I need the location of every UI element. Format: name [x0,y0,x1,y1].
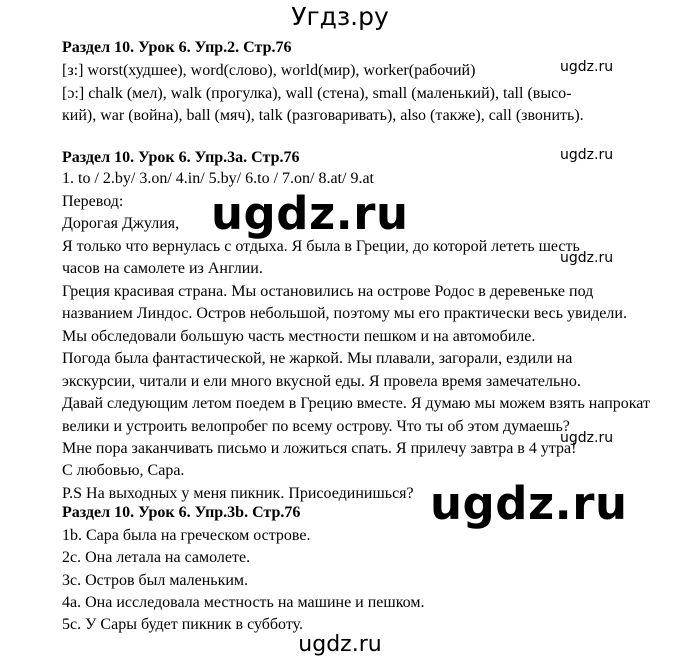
answer-line: 2c. Она летала на самолете. [62,549,251,566]
answer-line: 1b. Сара была на греческом острове. [62,527,311,544]
section-heading: Раздел 10. Урок 6. Упр.2. Стр.76 [62,39,292,56]
letter-greeting: Дорогая Джулия, [62,215,180,232]
letter-line: Погода была фантастической, не жаркой. Мы плавали, загорали, ездили на [62,350,573,367]
watermark-big: ugdz.ru [211,187,409,240]
letter-line: Мы обследовали большую часть местности пешком и на автомобиле. [62,328,536,345]
section-heading: Раздел 10. Урок 6. Упр.3b. Стр.76 [62,504,301,521]
answer-line: 3c. Остров был маленьким. [62,572,249,589]
site-title: Угдз.ру [291,2,389,31]
letter-line: экскурсии, читали и ели много вкусной еды. Я провела время замечательно. [62,373,581,390]
text-line: [ɔ:] chalk (мел), walk (прогулка), wall (стена), small (маленький), tall (высо- [62,85,572,102]
answer-line: 4a. Она исследовала местность на машине и пешком. [62,594,425,611]
watermark-small: ugdz.ru [560,250,614,266]
letter-line: часов на самолете из Англии. [62,260,263,277]
letter-signature: С любовью, Сара. [62,462,185,479]
letter-line: названием Линдос. Остров небольшой, поэтому мы его практически весь увидели. [62,305,627,322]
answer-line: 5c. У Сары будет пикник в субботу. [62,616,303,633]
letter-line: Греция красивая страна. Мы остановились на острове Родос в деревеньке под [62,283,594,300]
translation-label: Перевод: [62,193,124,210]
section-heading: Раздел 10. Урок 6. Упр.3a. Стр.76 [62,149,300,166]
answer-list: 1. to / 2.by/ 3.on/ 4.in/ 5.by/ 6.to / 7.on/ 8.at/ 9.at [62,170,374,187]
letter-line: Я только что вернулась с отдыха. Я была в Греции, до которой лететь шесть [62,238,580,255]
watermark-small: ugdz.ru [560,430,614,446]
watermark-small: ugdz.ru [560,59,614,75]
site-footer: ugdz.ru [298,632,382,657]
watermark-big: ugdz.ru [430,477,628,530]
letter-postscript: P.S На выходных у меня пикник. Присоединишься? [62,485,414,502]
letter-line: Давай следующим летом поедем в Грецию вместе. Я думаю мы можем взять напрокат [62,395,650,412]
letter-line: велики и устроить велопробег по всему острову. Что ты об этом думаешь? [62,418,570,435]
text-line: кий), war (война), ball (мяч), talk (разговаривать), also (также), call (звонить). [62,107,584,124]
letter-line: Мне пора заканчивать письмо и ложиться спать. Я прилечу завтра в 4 утра! [62,440,577,457]
text-line: [з:] worst(худшее), word(слово), world(мир), worker(рабочий) [62,62,476,79]
watermark-small: ugdz.ru [560,147,614,163]
